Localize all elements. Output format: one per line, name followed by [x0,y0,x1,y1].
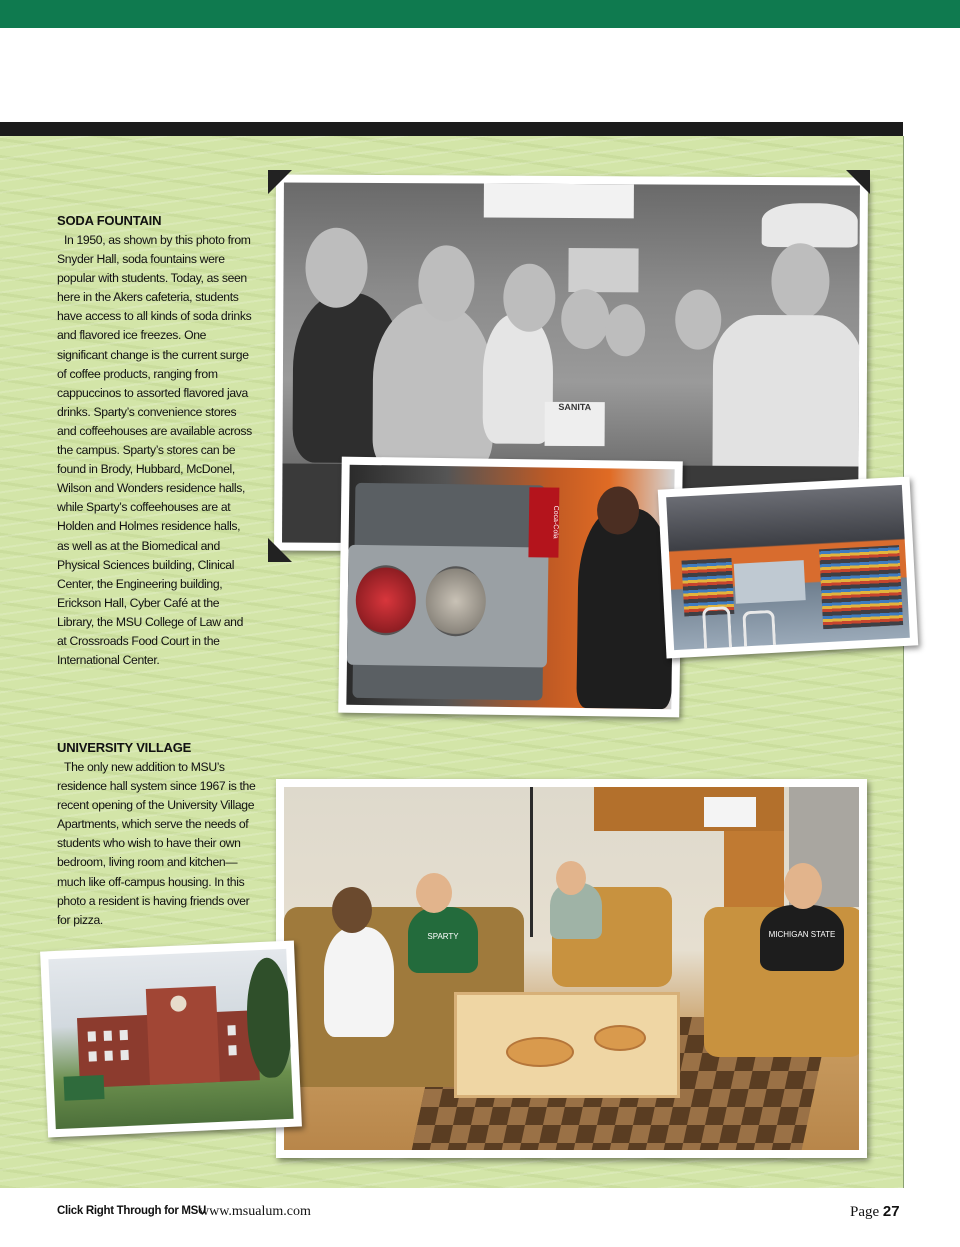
soda-fountain-heading: SODA FOUNTAIN [57,213,162,228]
footer-tagline: Click Right Through for MSU [57,1205,207,1217]
sparty-shirt: SPARTY [408,907,478,973]
page-label: Page [850,1204,880,1220]
sanita-sign: SANITA [545,402,605,446]
university-village-article [57,740,257,930]
section-rule [0,122,903,136]
michigan-state-shirt: MICHIGAN STATE [760,905,844,971]
photo-corner-mount [846,170,870,194]
footer-url[interactable]: www.msualum.com [199,1204,311,1219]
coca-cola-panel: Coca-Cola [528,487,559,557]
soda-fountain-article [57,213,253,670]
university-village-lounge-photo [276,779,867,1158]
photo-corner-mount [268,170,292,194]
top-accent-bar [0,0,960,28]
page-number-value: 27 [882,1203,900,1220]
photo-corner-mount [268,538,292,562]
akers-slush-machine-photo [338,457,683,718]
page-number [850,1203,900,1221]
soda-fountain-body: In 1950, as shown by this photo from Snyder Hall, soda fountains were popular with students. Today, as seen here in the Akers cafeteria, students have access to all kinds of soda drinks and flavored ice freezes. One significant change is the current surge of coffee products, ranging from cappuccinos to assorted flavored java drinks. Sparty’s convenience stores and coffeehouses are available across the campus. Sparty’s stores can be found in Brody, Hubbard, McDonel, Wilson and Wonders residence halls, while Sparty’s coffeehouses are at Holden and Holmes residence halls, as well as at the Biomedical and Physical Sciences building, Clinical Center, the Engineering building, Erickson Hall, Cyber Café at the Library, the MSU College of Law and at Crossroads Food Court in the International Center. [57,233,252,668]
university-village-heading: UNIVERSITY VILLAGE [57,740,192,755]
university-village-exterior-photo [40,941,302,1138]
spartys-convenience-store-photo [658,477,918,659]
university-village-body: The only new addition to MSU’s residence hall system since 1967 is the recent opening of the University Village Apartments, which serve the needs of students who wish to have their own bedroom, living room and kitchen—much like off-campus housing. In this photo a resident is having friends over for pizza. [57,760,256,927]
